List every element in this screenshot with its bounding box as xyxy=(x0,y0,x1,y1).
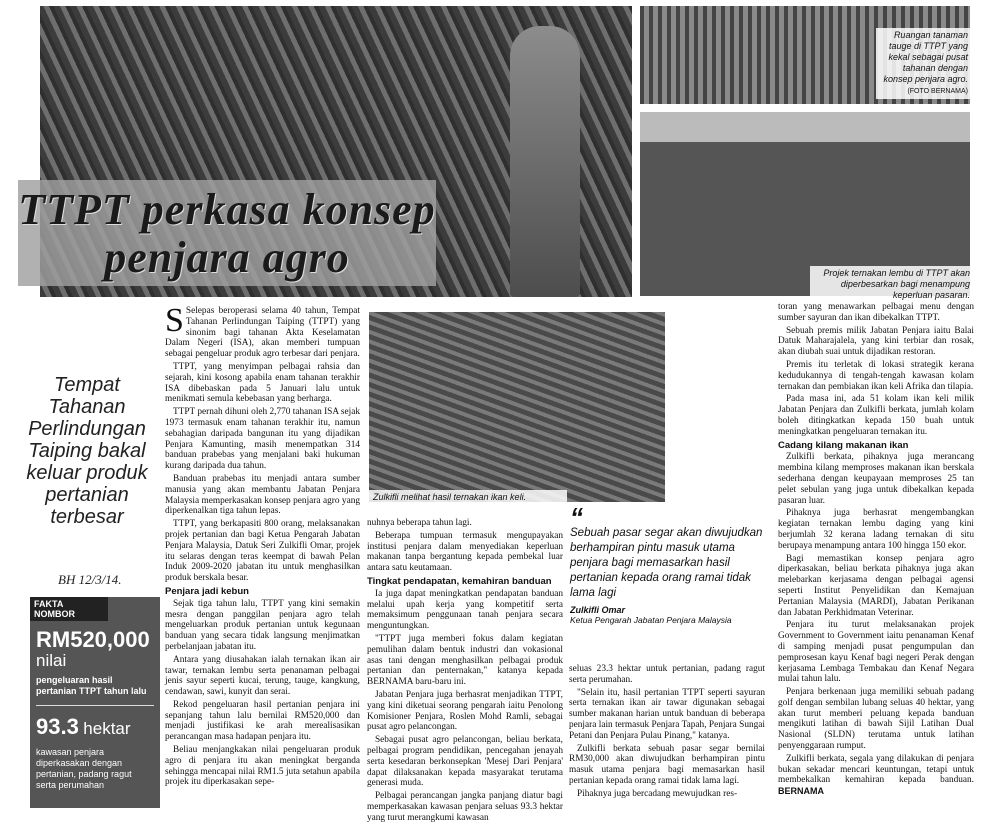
col3-p2: "Selain itu, hasil pertanian TTPT seperti sayuran serta ternakan ikan air tawar digunakan sebagai sumber makanan harian untuk banduan di beberapa penjara lain termasuk Penjara Tapah, Penjara Sungai Petani dan Penjara Pulau Pinang," katanya. xyxy=(569,687,765,741)
article-column-4 xyxy=(778,302,974,800)
col4-p10: Zulkifli berkata, segala yang dilakukan di penjara bukan sekadar mencari keuntungan, tetapi untuk membekalkan kemahiran kepada banduan. BERNAMA xyxy=(778,753,974,797)
col3-p4: Pihaknya juga bercadang mewujudkan res- xyxy=(577,788,738,799)
col2-p4: "TTPT juga memberi fokus dalam kegiatan pemulihan dalam bentuk industri dan vokasional asas tani dengan menghasilkan pelbagai produk pertanian dan penternakan," katanya kepada BERNAMA baru-baru ini. xyxy=(367,633,563,688)
article-column-2 xyxy=(367,518,563,826)
handwritten-date: BH 12/3/14. xyxy=(58,572,122,587)
col4-p6: Pihaknya juga berhasrat mengembangkan kegiatan ternakan lembu daging yang kini berjumlah 32 kerana ladang ternakan di situ berupaya menampung antara 100 hingga 150 ekor. xyxy=(778,508,974,551)
col3-p3: Zulkifli berkata sebuah pasar segar bernilai RM30,000 akan diwujudkan berhampiran pintu masuk utama penjara bagi memasarkan hasil pertanian kepada orang ramai tidak lama lagi. xyxy=(569,743,765,786)
col1-p1: S Selepas beroperasi selama 40 tahun, Tempat Tahanan Perlindungan Taiping (TTPT) yang sinonim bagi tahanan Akta Keselamatan Dalam Negeri (ISA), akan memberi tumpuan sebagai pengeluar produk agro terbesar dari penjara. xyxy=(165,302,360,360)
stat2-desc: kawasan penjara diperkasakan dengan pertanian, padang ragut serta perumahan xyxy=(36,747,132,790)
stat2-unit: hektar xyxy=(83,719,131,738)
col4-p9: Penjara berkenaan juga memiliki sebuah padang golf dengan sembilan lubang seluas 40 hektar, yang akan turut memberi peluang kepada banduan mengikuti latihan di bawah Sijil Latihan Dual Nasional (SLDN) terutama untuk latihan penyenggaraan rumput. xyxy=(778,687,974,752)
article-column-1 xyxy=(165,302,360,790)
headline-line-1: TTPT perkasa konsep xyxy=(18,185,436,234)
stat1-desc: pengeluaran hasil pertanian TTPT tahun lalu xyxy=(36,675,147,696)
fakta-label: FAKTA NOMBOR xyxy=(30,597,108,621)
headline-box xyxy=(18,180,436,286)
article-credit: BERNAMA xyxy=(778,786,824,797)
headline-line-2: penjara agro xyxy=(104,233,350,282)
col1-p8: Rekod pengeluaran hasil pertanian penjara ini sepanjang tahun lalu bernilai RM520,000 dan menjadi justifikasi ke arah merealisasikan perancangan masa hadapan penjara itu. xyxy=(165,699,360,743)
col2-subhead: Tingkat pendapatan, kemahiran banduan xyxy=(367,575,552,587)
col4-p8: Penjara itu turut melaksanakan projek Government to Government iaitu penanaman Kenaf di samping menjadi pusat pengumpulan dan pemprosesan kayu Kenaf bagi negeri Perak dengan kerjasama Lembaga Tembakau dan Kenaf Negara mulai tahun lalu. xyxy=(778,620,974,685)
quote-author: Zulkifli Omar xyxy=(570,605,626,615)
article-column-3 xyxy=(569,664,765,802)
col4-p4: Pada masa ini, ada 51 kolam ikan keli milik Jabatan Penjara dan Zulkifli berkata, jumlah kolam boleh ditingkatkan kepada 150 buah untuk meningkatkan pengeluaran ternakan itu. xyxy=(778,394,974,437)
col1-p5: TTPT, yang berkapasiti 800 orang, melaksanakan projek pertanian dan bagi Ketua Pengarah Jabatan Penjara Malaysia, Datuk Seri Zulkifli Omar, projek itu selaras dengan teras keempat di bawah Pelan Induk 2009-2020 jabatan itu untuk menghasilkan produk berskala besar. xyxy=(165,519,360,584)
col1-p2: TTPT, yang menyimpan pelbagai rahsia dan sejarah, kini kosong apabila enam tahanan terakhir ISA dibebaskan pada 5 Januari lalu untuk menikmati semula kebebasan yang berharga. xyxy=(165,361,360,405)
col2-p1: nuhnya beberapa tahun lagi. xyxy=(367,518,472,528)
col4-p3: Premis itu terletak di lokasi strategik kerana kedudukannya di tengah-tengah kawasan kolam ternakan dan pembiakan ikan keli Afrika dan tilapia. xyxy=(778,359,974,392)
stat1-unit: nilai xyxy=(36,651,67,670)
stat2 xyxy=(30,710,160,743)
col3-p1: seluas 23.3 hektar untuk pertanian, padang ragut serta perumahan. xyxy=(569,664,765,685)
col2-p6: Sebagai pusat agro pelancongan, beliau berkata, pelbagai program pendidikan, pencegahan jenayah serta kesedaran berkonsepkan 'Mesej Dari Penjara' dapat dilaksanakan kepada masyarakat terutama generasi muda. xyxy=(367,735,563,789)
cattle-caption: Projek ternakan lembu di TTPT akan diperbesarkan bagi menampung keperluan pasaran. xyxy=(810,266,974,303)
drop-cap-s: S xyxy=(165,302,184,339)
quote-role: Ketua Pengarah Jabatan Penjara Malaysia xyxy=(570,615,732,625)
standfirst: Tempat Tahanan Perlindungan Taiping bakal keluar produk pertanian terbesar xyxy=(26,374,148,528)
quote-text: Sebuah pasar segar akan diwujudkan berhampiran pintu masuk utama penjara bagi memasarkan hasil pertanian kepada orang ramai tidak lama lagi xyxy=(570,527,763,599)
col2-p5: Jabatan Penjara juga berhasrat menjadikan TTPT, yang kini diketuai seorang pengarah iaitu Penolong Komisioner Penjara, Roslen Mohd Ramli, sebagai pusat agro pelancongan. xyxy=(367,689,563,733)
col1-p6: Sejak tiga tahun lalu, TTPT yang kini semakin mesra dengan panggilan penjara agro telah mengeluarkan produk pertanian untuk kegunaan banduan yang secara tidak langsung menjimatkan perbelanjaan jabatan itu. xyxy=(165,598,360,652)
col2-p7: Pelbagai perancangan jangka panjang diatur bagi memperkasakan kawasan penjara seluas 93.3 hektar yang turut merangkumi kawasan xyxy=(367,791,563,823)
col4-p1: toran yang menawarkan pelbagai menu dengan sumber sayuran dan ikan dibekalkan TTPT. xyxy=(778,302,974,323)
pull-quote xyxy=(570,502,766,625)
photo-credit: (FOTO BERNAMA) xyxy=(907,88,968,95)
fish-photo xyxy=(369,312,665,502)
col4-subhead: Cadang kilang makanan ikan xyxy=(778,439,909,451)
fish-caption: Zulkifli melihat hasil ternakan ikan keli. xyxy=(369,490,567,505)
quote-mark-icon: “ xyxy=(570,502,583,532)
stat1-value: RM520,000 xyxy=(36,627,150,652)
col1-p7: Antara yang diusahakan ialah ternakan ikan air tawar, ternakan lembu serta penanaman pelbagai jenis sayur seperti kucai, terung, tauge, kangkung, cendawan, sawi, kunyit dan serai. xyxy=(165,654,360,698)
sprout-caption xyxy=(876,28,972,99)
sprout-caption-text: Ruangan tanaman tauge di TTPT yang kekal sebagai pusat tahanan dengan konsep penjara agro. xyxy=(883,30,968,84)
col1-p3: TTPT pernah dihuni oleh 2,770 tahanan ISA sejak 1973 termasuk enam tahanan terakhir itu, namun sebahagian daripada bangunan itu yang dijadikan Penjara Kamunting, masih menempatkan 314 banduan prabebas yang menjalani baki hukuman kurang daripada dua tahun. xyxy=(165,407,360,472)
col4-p7: Bagi memastikan konsep penjara agro diperkasakan, beliau berkata pihaknya juga akan melebarkan kerjasama dengan pelbagai agensi seperti Institut Penyelidikan dan Kemajuan Pertanian Malaysia (MARDI), Jabatan Perikanan dan Jabatan Perkhidmatan Veterinar. xyxy=(778,553,974,618)
col2-p2: Beberapa tumpuan termasuk mengupayakan institusi penjara dalam menyediakan keperluan makanan tanpa bergantung kepada pembekal luar antara satu keutamaan. xyxy=(367,530,563,574)
col1-p4: Banduan prabebas itu menjadi antara sumber manusia yang akan membantu Jabatan Penjara Malaysia memperkasakan konsep penjara agro yang diperkenalkan tiga tahun lepas. xyxy=(165,473,360,517)
stat2-value: 93.3 xyxy=(36,714,79,739)
fakta-nombor-box xyxy=(30,597,160,808)
fakta-divider xyxy=(36,705,154,706)
col4-p5: Zulkifli berkata, pihaknya juga merancang membina kilang memproses makanan ikan berskala sederhana dengan keupayaan memproses 25 tan pelet sebulan yang juga untuk dibekalkan kepada pasaran luar. xyxy=(778,452,974,506)
col1-p9: Beliau menjangkakan nilai pengeluaran produk agro di penjara itu akan meningkat berganda sehingga mencapai nilai RM1.5 juta setahun apabila projek itu diperkasakan sepe- xyxy=(165,745,360,788)
farmer-figure xyxy=(510,26,580,297)
col1-subhead: Penjara jadi kebun xyxy=(165,585,249,597)
col2-p3: Ia juga dapat meningkatkan pendapatan banduan melalui upah kerja yang kompetitif serta memaksimum penggunaan tanah penjara secara menguntungkan. xyxy=(367,588,563,632)
col4-p2: Sebuah premis milik Jabatan Penjara iaitu Balai Datuk Maharajalela, yang kini terbiar dan rosak, akan diubah suai untuk dijadikan restoran. xyxy=(778,325,974,358)
